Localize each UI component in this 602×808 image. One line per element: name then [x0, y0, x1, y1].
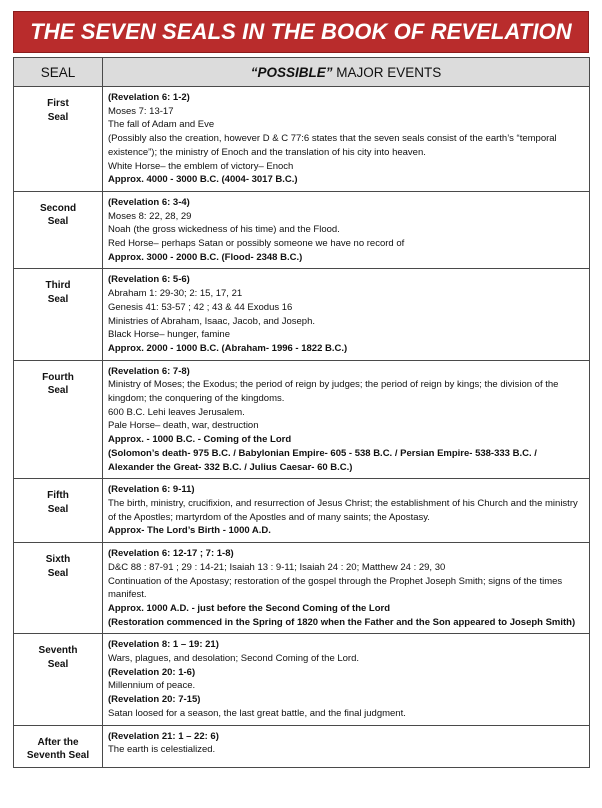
event-line: Noah (the gross wickedness of his time) and the Flood. [108, 224, 340, 236]
seal-name-cell [14, 543, 103, 634]
seal-column-header: SEAL [14, 58, 103, 87]
event-line: Millennium of peace. [108, 680, 196, 692]
event-reference-line: Approx. 3000 - 2000 B.C. (Flood- 2348 B.C.) [108, 251, 303, 263]
table-row [14, 634, 590, 725]
possible-emphasis: “POSSIBLE” [250, 64, 333, 80]
event-line: The fall of Adam and Eve [108, 119, 215, 131]
event-line: Continuation of the Apostasy; restoration of the gospel through the Prophet Joseph Smith; signs of the times manifest. [108, 575, 563, 601]
table-row [14, 269, 590, 360]
event-line: Genesis 41: 53-57 ; 42 ; 43 & 44 Exodus 16 [108, 301, 293, 313]
event-line: Ministries of Abraham, Isaac, Jacob, and Joseph. [108, 315, 315, 327]
event-reference-line: (Revelation 6: 12-17 ; 7: 1-8) [108, 548, 234, 560]
table-row [14, 543, 590, 634]
event-line: Ministry of Moses; the Exodus; the period of reign by judges; the period of reign by kings; the division of the kingdom; the conquering of the kingdoms. [108, 379, 559, 405]
seal-name-line: Fifth [47, 490, 69, 502]
event-line: The earth is celestialized. [108, 744, 216, 756]
events-cell [103, 479, 590, 543]
event-reference-line: Approx- The Lord’s Birth - 1000 A.D. [108, 525, 271, 537]
seal-name-cell [14, 360, 103, 479]
seals-table [13, 57, 590, 768]
events-cell [103, 725, 590, 767]
event-line: Red Horse– perhaps Satan or possibly someone we have no record of [108, 238, 405, 250]
seal-name-line: First [47, 98, 69, 109]
event-reference-line: (Solomon’s death- 975 B.C. / Babylonian Empire- 605 - 538 B.C. / Persian Empire- 538-333 B.C. / Alexander the Great- 332 B.C. / Julius Caesar- 60 B.C.) [108, 447, 537, 473]
event-reference-line: (Revelation 6: 7-8) [108, 365, 190, 377]
seal-name-line: Seal [47, 567, 69, 579]
event-line: The birth, ministry, crucifixion, and resurrection of Jesus Christ; the establishment of his Church and the ministry of the Apostles; martyrdom of the Apostles and of many saints; the Apostasy. [108, 497, 578, 523]
seal-name-cell [14, 634, 103, 725]
seal-name-line: Seal [47, 503, 69, 515]
seal-name-cell [14, 479, 103, 543]
event-line: Pale Horse– death, war, destruction [108, 420, 259, 432]
table-header-row [14, 58, 590, 87]
events-column-header [103, 58, 590, 87]
events-cell [103, 87, 590, 192]
event-reference-line: (Restoration commenced in the Spring of 1820 when the Father and the Son appeared to Joseph Smith) [108, 616, 576, 628]
seal-name-line: Sixth [45, 554, 71, 566]
table-row [14, 87, 590, 192]
seal-name-cell [14, 269, 103, 360]
seal-name-line: After the [37, 736, 79, 748]
events-cell [103, 360, 590, 479]
event-reference-line: Approx. 2000 - 1000 B.C. (Abraham- 1996 - 1822 B.C.) [108, 342, 348, 354]
seal-name-cell [14, 87, 103, 192]
seal-name-line: Seal [47, 385, 69, 397]
event-line: Wars, plagues, and desolation; Second Coming of the Lord. [108, 653, 360, 665]
seal-name-line: Seal [47, 293, 69, 305]
seal-name-line: Third [45, 280, 71, 292]
event-line: Black Horse– hunger, famine [108, 329, 230, 341]
event-line: Moses 8: 22, 28, 29 [108, 210, 192, 222]
seal-name-line: Seal [47, 216, 69, 228]
event-reference-line: Approx. - 1000 B.C. - Coming of the Lord [108, 434, 292, 446]
seal-name-line: Seal [47, 111, 69, 123]
events-cell [103, 269, 590, 360]
seal-name-cell [14, 191, 103, 269]
event-reference-line: (Revelation 6: 3-4) [108, 196, 190, 208]
event-reference-line: (Revelation 6: 9-11) [108, 484, 195, 496]
event-line: (Possibly also the creation, however D & C 77:6 states that the seven seals consist of the earth’s “temporal existence”); the ministry of Enoch and the translation of his city into heaven. [108, 133, 557, 158]
page-title: THE SEVEN SEALS IN THE BOOK OF REVELATION [13, 11, 589, 53]
seal-name-line: Fourth [42, 371, 74, 383]
event-reference-line: (Revelation 21: 1 – 22: 6) [108, 730, 219, 742]
events-cell [103, 543, 590, 634]
event-reference-line: (Revelation 6: 1-2) [108, 92, 190, 103]
event-line: Abraham 1: 29-30; 2: 15, 17, 21 [108, 288, 243, 300]
table-row [14, 360, 590, 479]
event-line: D&C 88 : 87-91 ; 29 : 14-21; Isaiah 13 : 9-11; Isaiah 24 : 20; Matthew 24 : 29, 30 [108, 561, 446, 573]
event-line: 600 B.C. Lehi leaves Jerusalem. [108, 406, 245, 418]
event-line: White Horse– the emblem of victory– Enoch [108, 160, 294, 172]
seal-name-line: Seventh Seal [26, 750, 90, 762]
seal-name-line: Seal [47, 658, 69, 670]
event-line: Moses 7: 13-17 [108, 105, 174, 117]
seal-name-cell [14, 725, 103, 767]
event-reference-line: (Revelation 8: 1 – 19: 21) [108, 639, 219, 651]
seal-name-line: Second [39, 202, 77, 214]
events-cell [103, 634, 590, 725]
event-reference-line: Approx. 1000 A.D. - just before the Second Coming of the Lord [108, 602, 391, 614]
events-cell [103, 191, 590, 269]
events-header-rest: MAJOR EVENTS [332, 64, 442, 80]
table-row [14, 725, 590, 767]
event-line: Satan loosed for a season, the last great battle, and the final judgment. [108, 707, 406, 719]
table-row [14, 191, 590, 269]
event-reference-line: Approx. 4000 - 3000 B.C. (4004- 3017 B.C.) [108, 174, 298, 186]
event-reference-line: (Revelation 6: 5-6) [108, 274, 190, 286]
event-reference-line: (Revelation 20: 7-15) [108, 694, 201, 706]
table-row [14, 479, 590, 543]
event-reference-line: (Revelation 20: 1-6) [108, 666, 196, 678]
document [13, 11, 589, 768]
seal-name-line: Seventh [38, 645, 78, 657]
